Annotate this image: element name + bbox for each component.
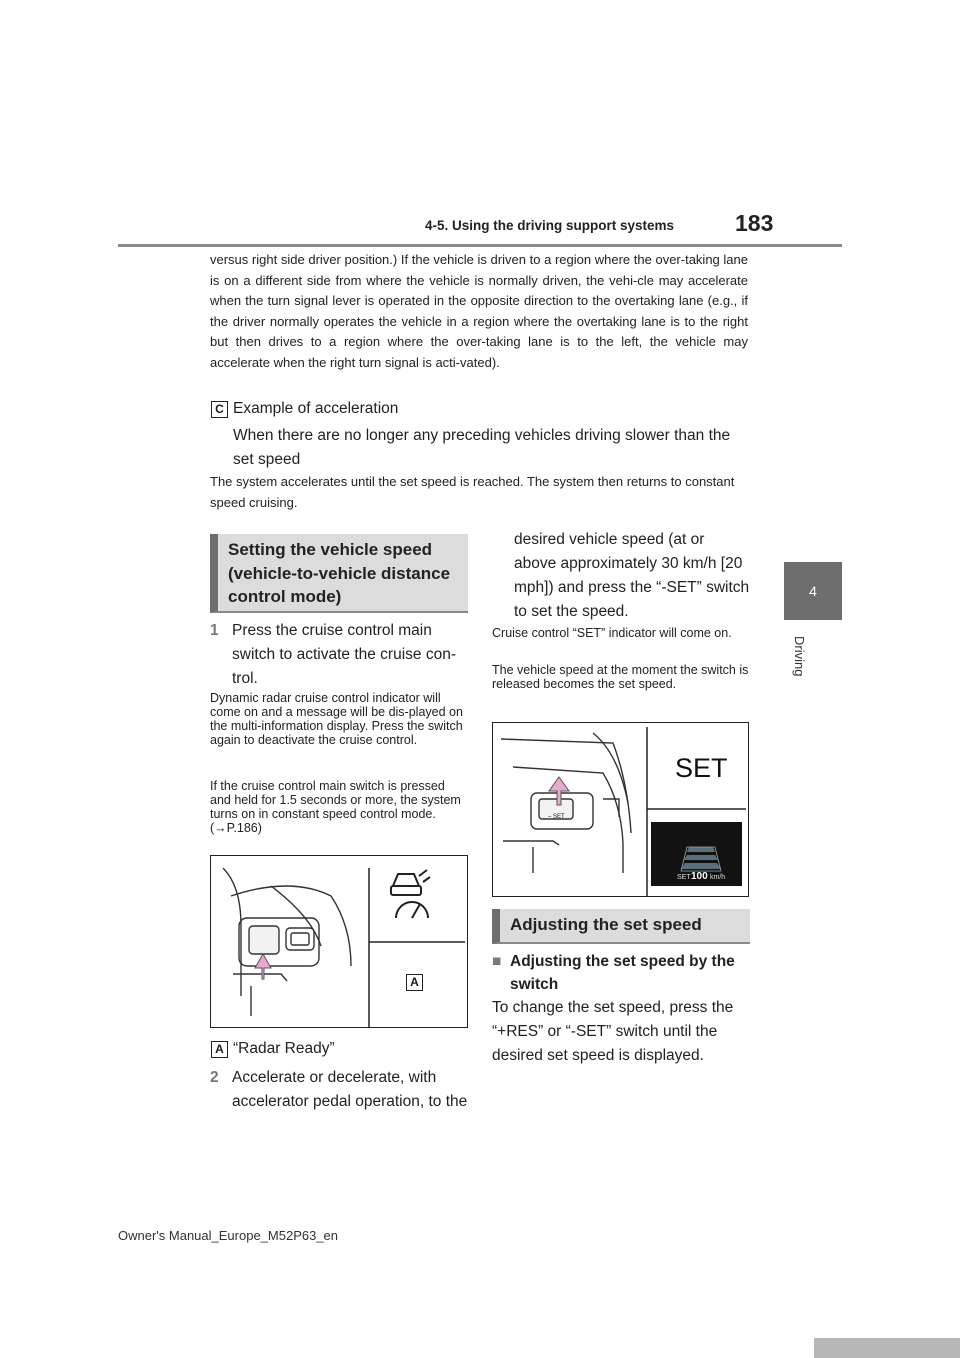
page-number: 183 xyxy=(735,210,774,236)
example-badge-wrap xyxy=(211,400,228,418)
subheading-marker: ■ xyxy=(492,953,502,970)
step2-text-part2: desired vehicle speed (at or above approximately 30 km/h [20 mph]) and press the “-SET” switch to set the speed. xyxy=(514,531,750,620)
steering-switch-illustration xyxy=(211,856,467,1027)
display-unit: km/h xyxy=(710,874,726,881)
caption-radar-ready: “Radar Ready” xyxy=(233,1040,335,1057)
step1 xyxy=(210,619,470,691)
chapter-label: Driving xyxy=(792,636,807,677)
note-set-indicator: Cruise control “SET” indicator will come on. xyxy=(492,626,732,640)
note-constant-speed: If the cruise control main switch is pressed and held for 1.5 seconds or more, the system turns on in constant speed control mode. (→P.186) xyxy=(210,779,461,835)
footer-text: Owner's Manual_Europe_M52P63_en xyxy=(118,1228,339,1243)
intro-paragraph: versus right side driver position.) If the vehicle is driven to a region where the over-taking lane is on a different side from where the vehicle is normally driven, the vehi-cle may accelerate when the turn signal lever is operated in the opposite direction to the overtaking lane (e.g., if the driver normally operates the vehicle in a region where the overtaking lane is to the right but then drives to a region where the over-taking lane is to the left, the vehicle may accelerate when the right turn signal is acti-vated). xyxy=(210,252,748,370)
step2-continued xyxy=(514,528,750,624)
figure-set-speed xyxy=(492,722,749,897)
step2 xyxy=(210,1066,472,1114)
note-indicator: Dynamic radar cruise control indicator will come on and a message will be dis-played on the multi-information display. Press the switch again to deactivate the cruise control. xyxy=(210,691,463,747)
subheading-text: Adjusting the set speed by the switch xyxy=(510,953,735,993)
adjust-subheading xyxy=(492,950,750,996)
step2-number: 2 xyxy=(210,1069,219,1086)
chapter-tab: 4 xyxy=(784,562,842,620)
figure-radar-ready xyxy=(210,855,468,1028)
step1-text: Press the cruise control main switch to activate the cruise con-trol. xyxy=(232,622,456,687)
example-description: The system accelerates until the set speed is reached. The system then returns to constant speed cruising. xyxy=(210,474,735,510)
switch-label: – SET xyxy=(548,814,565,820)
setting-heading: Setting the vehicle speed (vehicle-to-vehicle distance control mode) xyxy=(210,534,468,613)
set-label: SET xyxy=(675,753,728,783)
set-switch-illustration xyxy=(493,723,748,896)
section-title: 4-5. Using the driving support systems xyxy=(425,218,675,233)
figure1-badge: A xyxy=(406,974,423,991)
note-set-speed: The vehicle speed at the moment the switch is released becomes the set speed. xyxy=(492,663,749,691)
step2-text-part1: Accelerate or decelerate, with accelerator pedal operation, to the xyxy=(232,1069,468,1110)
caption-badge-wrap xyxy=(211,1040,228,1058)
footer-band xyxy=(814,1338,960,1358)
adjust-text: To change the set speed, press the “+RES” or “-SET” switch until the desired set speed is displayed. xyxy=(492,999,734,1064)
example-badge: C xyxy=(211,401,228,418)
step1-number: 1 xyxy=(210,622,219,639)
example-title: Example of acceleration xyxy=(233,400,399,417)
example-subtitle: When there are no longer any preceding vehicles driving slower than the set speed xyxy=(233,427,731,468)
header-rule xyxy=(118,244,842,247)
caption-badge: A xyxy=(211,1041,228,1058)
display-speed: 100 xyxy=(691,871,708,882)
display-set: SET xyxy=(677,874,691,881)
adjust-heading: Adjusting the set speed xyxy=(492,909,750,944)
radar-cruise-icon xyxy=(391,870,430,918)
